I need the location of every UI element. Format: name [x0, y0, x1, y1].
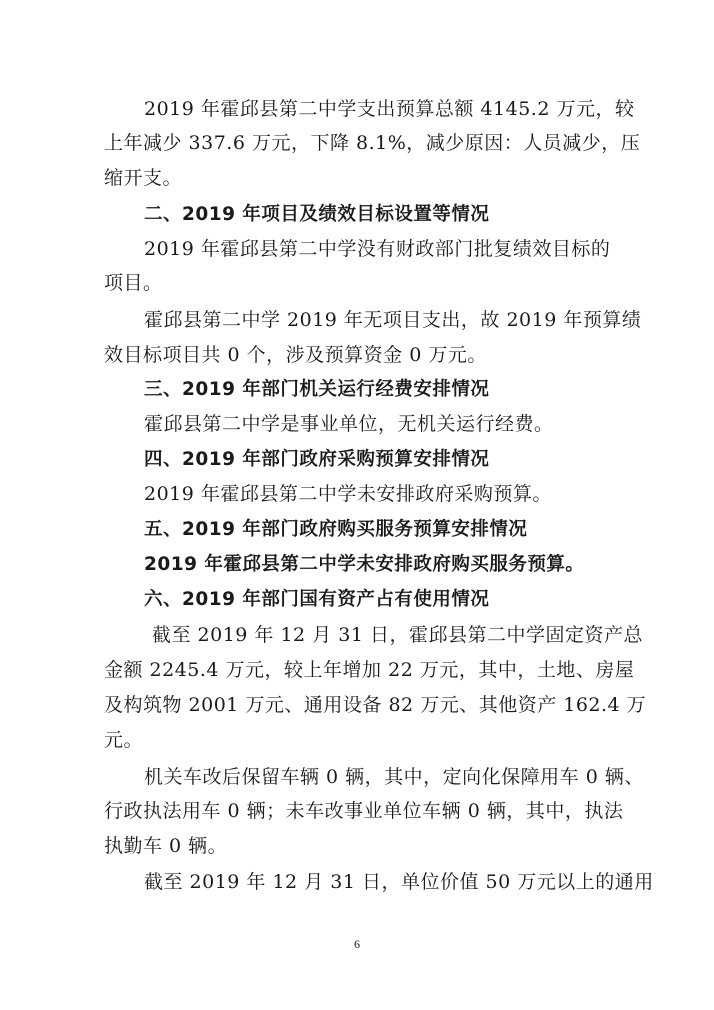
section-heading-5: 五、2019 年部门政府购买服务预算安排情况 [144, 519, 528, 540]
section-heading-2: 二、2019 年项目及绩效目标设置等情况 [144, 204, 490, 225]
page-number: 6 [354, 937, 360, 951]
section-heading-3: 三、2019 年部门机关运行经费安排情况 [144, 379, 490, 400]
section-heading-6: 六、2019 年部门国有资产占有使用情况 [144, 589, 490, 610]
section-heading-4: 四、2019 年部门政府采购预算安排情况 [144, 449, 490, 470]
paragraph-line-14-bold: 2019 年霍邱县第二中学未安排政府购买服务预算。 [144, 554, 585, 575]
paragraph-line-6: 项目。 [104, 272, 163, 294]
paragraph-line-22: 执勤车 0 辆。 [104, 835, 228, 857]
paragraph-line-16: 截至 2019 年 12 月 31 日，霍邱县第二中学固定资产总 [152, 624, 643, 646]
paragraph-line-21: 行政执法用车 0 辆；未车改事业单位车辆 0 辆，其中，执法 [104, 800, 624, 822]
paragraph-line-18: 及构筑物 2001 万元、通用设备 82 万元、其他资产 162.4 万 [104, 694, 647, 716]
paragraph-line-20: 机关车改后保留车辆 0 辆，其中，定向化保障用车 0 辆、 [144, 766, 644, 788]
paragraph-line-12: 2019 年霍邱县第二中学未安排政府采购预算。 [144, 483, 552, 505]
paragraph-line-3: 缩开支。 [104, 167, 183, 189]
paragraph-line-7: 霍邱县第二中学 2019 年无项目支出，故 2019 年预算绩 [144, 309, 642, 331]
paragraph-line-8: 效目标项目共 0 个，涉及预算资金 0 万元。 [104, 344, 487, 366]
paragraph-line-17: 金额 2245.4 万元，较上年增加 22 万元，其中，土地、房屋 [104, 659, 635, 681]
paragraph-line-19: 元。 [104, 729, 144, 751]
paragraph-line-23: 截至 2019 年 12 月 31 日，单位价值 50 万元以上的通用 [144, 871, 654, 893]
paragraph-line-10: 霍邱县第二中学是事业单位，无机关运行经费。 [144, 413, 554, 435]
paragraph-line-1: 2019 年霍邱县第二中学支出预算总额 4145.2 万元，较 [144, 98, 635, 120]
paragraph-line-2: 上年减少 337.6 万元，下降 8.1%，减少原因：人员减少，压 [104, 132, 641, 154]
paragraph-line-5: 2019 年霍邱县第二中学没有财政部门批复绩效目标的 [144, 238, 611, 260]
